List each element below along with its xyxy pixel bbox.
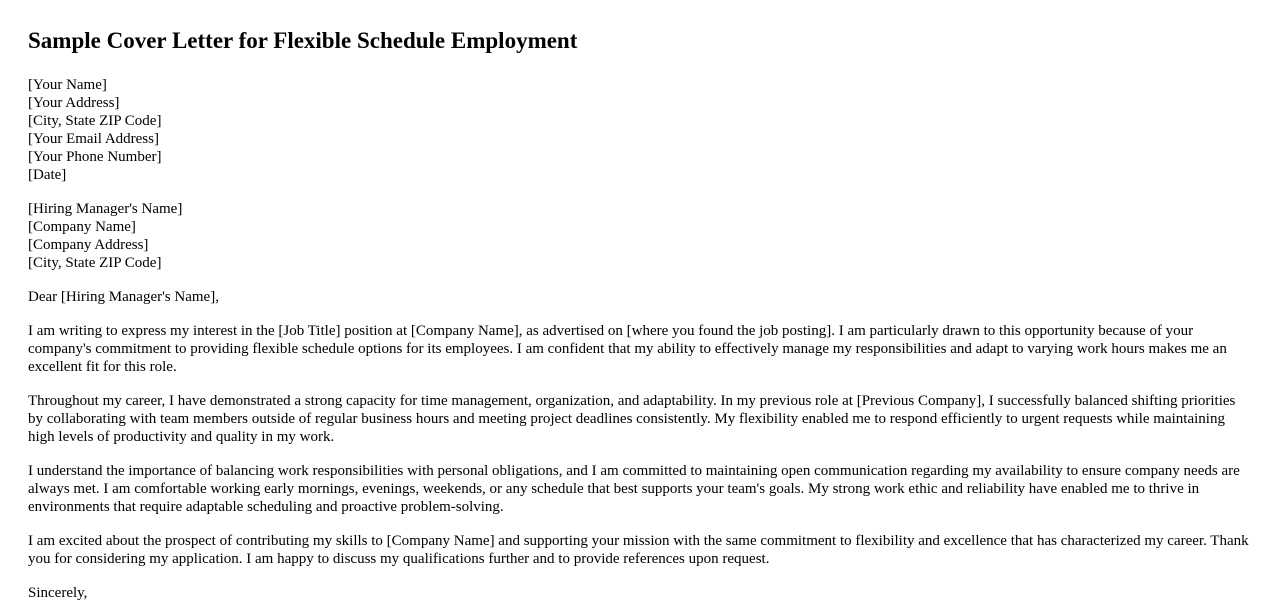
sender-phone: [Your Phone Number] [28, 149, 162, 165]
body-paragraph: I am writing to express my interest in the [Job Title] position at [Company Name], as advertised on [where you found the job posting]. I am particularly drawn to this opportunity because of your company's commitment to providing flexible schedule options for its employees. I am confident that my ability to effectively manage my responsibilities and adapt to varying work hours makes me an excellent fit for this role. [28, 323, 1227, 375]
body-paragraph: I understand the importance of balancing work responsibilities with personal obligations, and I am committed to maintaining open communication regarding my availability to ensure company needs are always met. I am comfortable working early mornings, evenings, weekends, or any schedule that best supports your team's goals. My strong work ethic and reliability have enabled me to thrive in environments that require adaptable scheduling and proactive problem-solving. [28, 463, 1240, 515]
closing: Sincerely, [28, 585, 88, 601]
letter-date: [Date] [28, 167, 67, 183]
recipient-city-state-zip: [City, State ZIP Code] [28, 255, 162, 271]
sender-email: [Your Email Address] [28, 131, 159, 147]
body-paragraph: Throughout my career, I have demonstrated a strong capacity for time management, organization, and adaptability. In my previous role at [Previous Company], I successfully balanced shifting priorities by collaborating with team members outside of regular business hours and meeting project deadlines consistently. My flexibility enabled me to respond efficiently to urgent requests while maintaining high levels of productivity and quality in my work. [28, 393, 1236, 445]
sender-city-state-zip: [City, State ZIP Code] [28, 113, 162, 129]
recipient-address-block [28, 200, 1250, 272]
recipient-address: [Company Address] [28, 237, 149, 253]
sender-address: [Your Address] [28, 95, 120, 111]
salutation: Dear [Hiring Manager's Name], [28, 289, 219, 305]
body-paragraph: I am excited about the prospect of contributing my skills to [Company Name] and supporting your mission with the same commitment to flexibility and excellence that has characterized my career. Thank you for considering my application. I am happy to discuss my qualifications further and to provide references upon request. [28, 533, 1249, 567]
recipient-company: [Company Name] [28, 219, 136, 235]
sender-address-block [28, 76, 1250, 184]
page-title: Sample Cover Letter for Flexible Schedule Employment [28, 28, 578, 53]
recipient-name: [Hiring Manager's Name] [28, 201, 183, 217]
sender-name: [Your Name] [28, 77, 107, 93]
